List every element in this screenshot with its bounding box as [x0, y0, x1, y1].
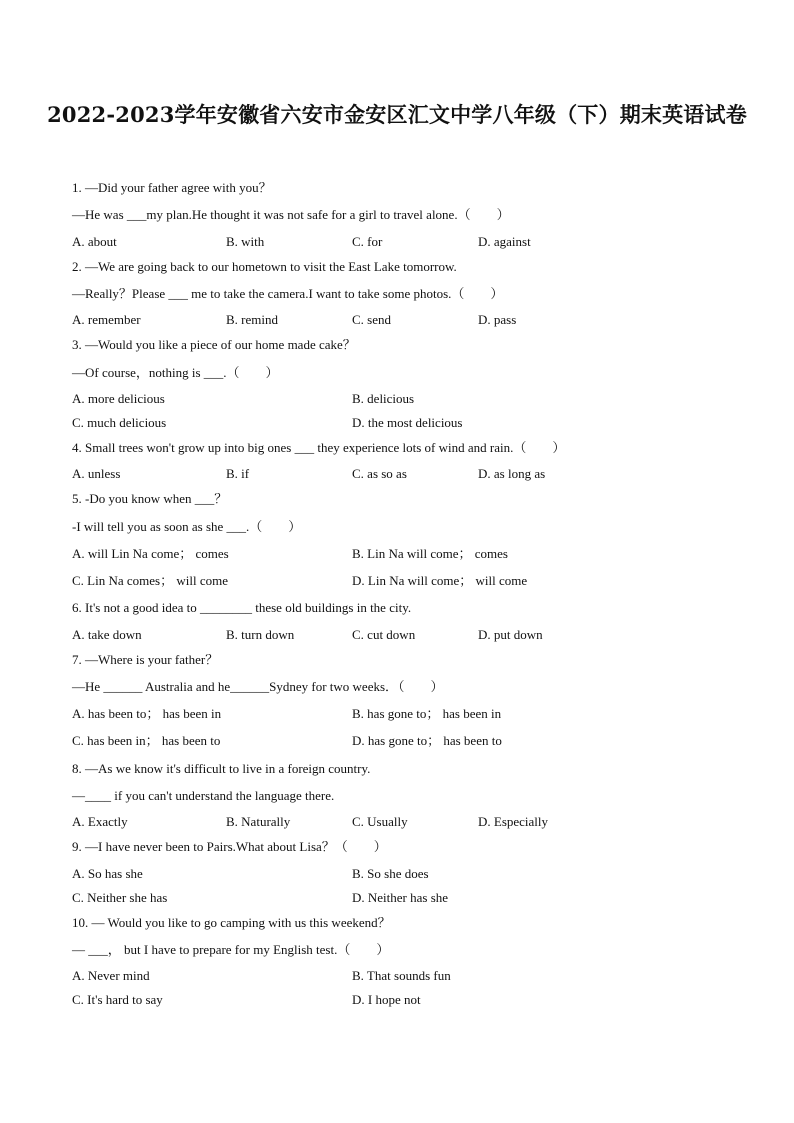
question-1-line-1: 1. —Did your father agree with you？	[72, 180, 272, 195]
question-3-option-c[interactable]: C. much delicious	[72, 415, 167, 430]
question-9-line-1: 9. —I have never been to Pairs.What about Lisa？（ ）	[72, 839, 387, 854]
page-title: 2022-2023学年安徽省六安市金安区汇文中学八年级（下）期末英语试卷	[47, 102, 747, 127]
question-5-option-c[interactable]: C. Lin Na comes； will come	[72, 573, 228, 588]
question-2-line-2: —Really？Please ___ me to take the camera.I want to take some photos.（ ）	[72, 286, 504, 301]
question-10-option-d[interactable]: D. I hope not	[352, 992, 421, 1007]
question-5-option-b[interactable]: B. Lin Na will come； comes	[352, 546, 508, 561]
question-8-line-1: 8. —As we know it's difficult to live in a foreign country.	[72, 761, 371, 776]
question-10-line-1: 10. — Would you like to go camping with us this weekend？	[72, 915, 391, 930]
question-9-option-c[interactable]: C. Neither she has	[72, 890, 168, 905]
question-1-option-d[interactable]: D. against	[478, 234, 531, 249]
question-3-line-2: —Of course，nothing is ___.（ ）	[72, 365, 279, 380]
question-5-line-2: -I will tell you as soon as she ___.（ ）	[72, 519, 302, 534]
question-5-option-d[interactable]: D. Lin Na will come； will come	[352, 573, 528, 588]
question-5-line-1: 5. -Do you know when ___？	[72, 491, 228, 506]
question-2-option-c[interactable]: C. send	[352, 312, 391, 327]
question-9-option-b[interactable]: B. So she does	[352, 866, 429, 881]
question-8-line-2: —____ if you can't understand the language there.	[72, 788, 335, 803]
question-9-option-d[interactable]: D. Neither has she	[352, 890, 449, 905]
question-8-option-d[interactable]: D. Especially	[478, 814, 549, 829]
question-6-line-1: 6. It's not a good idea to ________ these old buildings in the city.	[72, 600, 412, 615]
question-4-option-d[interactable]: D. as long as	[478, 466, 546, 481]
question-10-line-2: — ___， but I have to prepare for my English test.（ ）	[72, 942, 390, 957]
question-10-option-c[interactable]: C. It's hard to say	[72, 992, 163, 1007]
question-2-line-1: 2. —We are going back to our hometown to visit the East Lake tomorrow.	[72, 259, 457, 274]
question-1-option-c[interactable]: C. for	[352, 234, 383, 249]
question-2-option-b[interactable]: B. remind	[226, 312, 278, 327]
question-6-option-d[interactable]: D. put down	[478, 627, 543, 642]
question-4-option-a[interactable]: A. unless	[72, 466, 121, 481]
question-1-option-b[interactable]: B. with	[226, 234, 265, 249]
question-7-option-a[interactable]: A. has been to； has been in	[72, 706, 222, 721]
question-3-option-a[interactable]: A. more delicious	[72, 391, 165, 406]
question-7-line-2: —He ______ Australia and he______Sydney for two weeks．（ ）	[72, 679, 444, 694]
question-7-option-c[interactable]: C. has been in； has been to	[72, 733, 221, 748]
question-9-option-a[interactable]: A. So has she	[72, 866, 143, 881]
question-6-option-c[interactable]: C. cut down	[352, 627, 416, 642]
question-3-option-b[interactable]: B. delicious	[352, 391, 415, 406]
question-6-option-a[interactable]: A. take down	[72, 627, 142, 642]
question-10-option-a[interactable]: A. Never mind	[72, 968, 150, 983]
question-3-line-1: 3. —Would you like a piece of our home made cake？	[72, 337, 356, 352]
question-1-option-a[interactable]: A. about	[72, 234, 117, 249]
question-4-option-c[interactable]: C. as so as	[352, 466, 407, 481]
question-6-option-b[interactable]: B. turn down	[226, 627, 295, 642]
question-7-option-d[interactable]: D. has gone to； has been to	[352, 733, 502, 748]
question-10-option-b[interactable]: B. That sounds fun	[352, 968, 451, 983]
question-8-option-a[interactable]: A. Exactly	[72, 814, 128, 829]
question-2-option-a[interactable]: A. remember	[72, 312, 141, 327]
question-5-option-a[interactable]: A. will Lin Na come； comes	[72, 546, 229, 561]
question-8-option-c[interactable]: C. Usually	[352, 814, 408, 829]
question-8-option-b[interactable]: B. Naturally	[226, 814, 291, 829]
question-2-option-d[interactable]: D. pass	[478, 312, 517, 327]
question-7-line-1: 7. —Where is your father？	[72, 652, 219, 667]
question-4-option-b[interactable]: B. if	[226, 466, 250, 481]
question-7-option-b[interactable]: B. has gone to； has been in	[352, 706, 502, 721]
question-4-line-1: 4. Small trees won't grow up into big ones ___ they experience lots of wind and rain.（ ）	[72, 440, 566, 455]
question-3-option-d[interactable]: D. the most delicious	[352, 415, 463, 430]
question-1-line-2: —He was ___my plan.He thought it was not safe for a girl to travel alone.（ ）	[72, 207, 510, 222]
